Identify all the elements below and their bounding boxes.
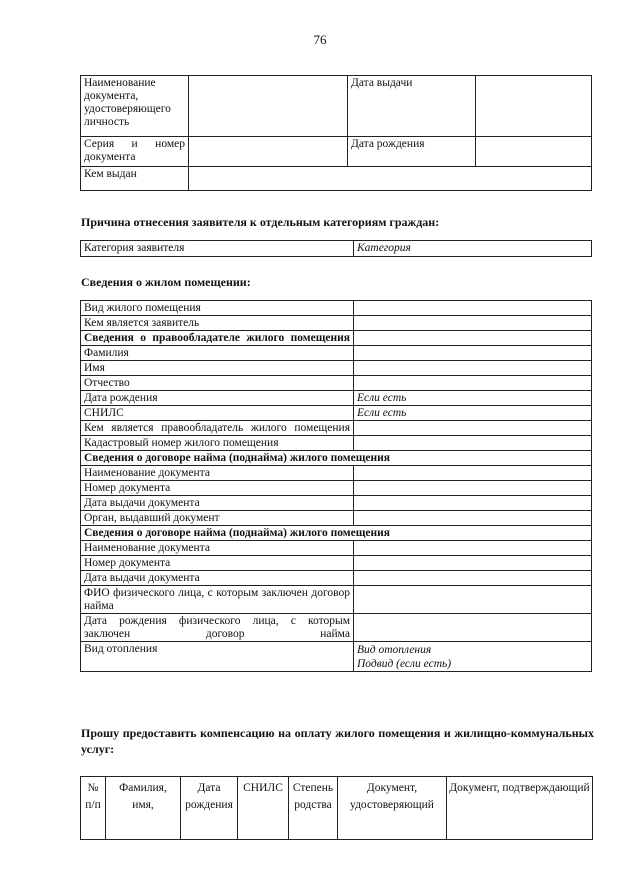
- row-field[interactable]: [354, 571, 592, 586]
- row-label: Имя: [81, 361, 354, 376]
- housing-heading: Сведения о жилом помещении:: [81, 275, 251, 289]
- row-field[interactable]: [354, 361, 592, 376]
- heating-notes[interactable]: [354, 642, 592, 672]
- row-label: Вид жилого помещения: [81, 301, 354, 316]
- col-relation-header: Степень родства: [289, 777, 338, 840]
- series-field[interactable]: [189, 137, 348, 167]
- series-label: Серия и номер документа: [81, 137, 189, 167]
- col-birth-date-header: Дата рождения: [181, 777, 238, 840]
- row-field[interactable]: [354, 316, 592, 331]
- row-label: Отчество: [81, 376, 354, 391]
- recipients-table: [80, 776, 593, 840]
- row-field[interactable]: [354, 541, 592, 556]
- row-label: Наименование документа: [81, 541, 354, 556]
- issued-by-field[interactable]: [189, 167, 592, 191]
- row-field[interactable]: [354, 301, 592, 316]
- row-field[interactable]: [354, 376, 592, 391]
- row-field[interactable]: [354, 436, 592, 451]
- issue-date-label: Дата выдачи: [348, 76, 476, 137]
- col-proof-doc-header: Документ, подтверждающий: [447, 777, 593, 840]
- col-name-header: Фамилия, имя,: [106, 777, 181, 840]
- row-label: Кем является правообладатель жилого помещения: [81, 421, 354, 436]
- heating-type-note: Вид отопления: [357, 644, 432, 656]
- row-label: Дата выдачи документа: [81, 496, 354, 511]
- category-value[interactable]: Категория: [354, 241, 592, 257]
- row-label: Орган, выдавший документ: [81, 511, 354, 526]
- row-label: Дата рождения физического лица, с которым заключен договор найма: [81, 614, 354, 642]
- row-field[interactable]: [354, 496, 592, 511]
- category-table: [80, 240, 592, 257]
- birth-date-label: Дата рождения: [348, 137, 476, 167]
- heating-subtype-note: Подвид (если есть): [357, 658, 452, 670]
- row-label: СНИЛС: [81, 406, 354, 421]
- birth-date-field[interactable]: [476, 137, 592, 167]
- row-note[interactable]: Если есть: [354, 391, 592, 406]
- lease-section-label: Сведения о договоре найма (поднайма) жилого помещения: [81, 451, 592, 466]
- row-field[interactable]: [354, 481, 592, 496]
- owner-section-label: Сведения о правообладателе жилого помещения: [81, 331, 354, 346]
- row-label: Фамилия: [81, 346, 354, 361]
- page-number: 76: [313, 32, 327, 47]
- row-field[interactable]: [354, 511, 592, 526]
- category-label: Категория заявителя: [81, 241, 354, 257]
- heating-label: Вид отопления: [81, 642, 354, 672]
- row-field[interactable]: [354, 421, 592, 436]
- housing-table: [80, 300, 592, 672]
- row-label: ФИО физического лица, с которым заключен договор найма: [81, 586, 354, 614]
- row-field[interactable]: [354, 346, 592, 361]
- category-heading: Причина отнесения заявителя к отдельным категориям граждан:: [81, 215, 440, 229]
- lease-section-label: Сведения о договоре найма (поднайма) жилого помещения: [81, 526, 592, 541]
- row-label: Дата рождения: [81, 391, 354, 406]
- request-heading: Прошу предоставить компенсацию на оплату жилого помещения и жилищно-коммунальных услуг:: [81, 726, 594, 756]
- col-snils-header: СНИЛС: [238, 777, 289, 840]
- row-field[interactable]: [354, 556, 592, 571]
- issue-date-field[interactable]: [476, 76, 592, 137]
- doc-name-label: Наименование документа, удостоверяющего личность: [81, 76, 189, 137]
- row-field: [354, 331, 592, 346]
- row-field[interactable]: [354, 586, 592, 614]
- row-field[interactable]: [354, 466, 592, 481]
- issued-by-label: Кем выдан: [81, 167, 189, 191]
- col-number-header: № п/п: [81, 777, 106, 840]
- row-note[interactable]: Если есть: [354, 406, 592, 421]
- col-id-doc-header: Документ, удостоверяющий: [338, 777, 447, 840]
- row-field[interactable]: [354, 614, 592, 642]
- row-label: Кем является заявитель: [81, 316, 354, 331]
- row-label: Дата выдачи документа: [81, 571, 354, 586]
- row-label: Номер документа: [81, 481, 354, 496]
- identity-document-table: [80, 75, 592, 191]
- row-label: Наименование документа: [81, 466, 354, 481]
- row-label: Номер документа: [81, 556, 354, 571]
- doc-name-field[interactable]: [189, 76, 348, 137]
- row-label: Кадастровый номер жилого помещения: [81, 436, 354, 451]
